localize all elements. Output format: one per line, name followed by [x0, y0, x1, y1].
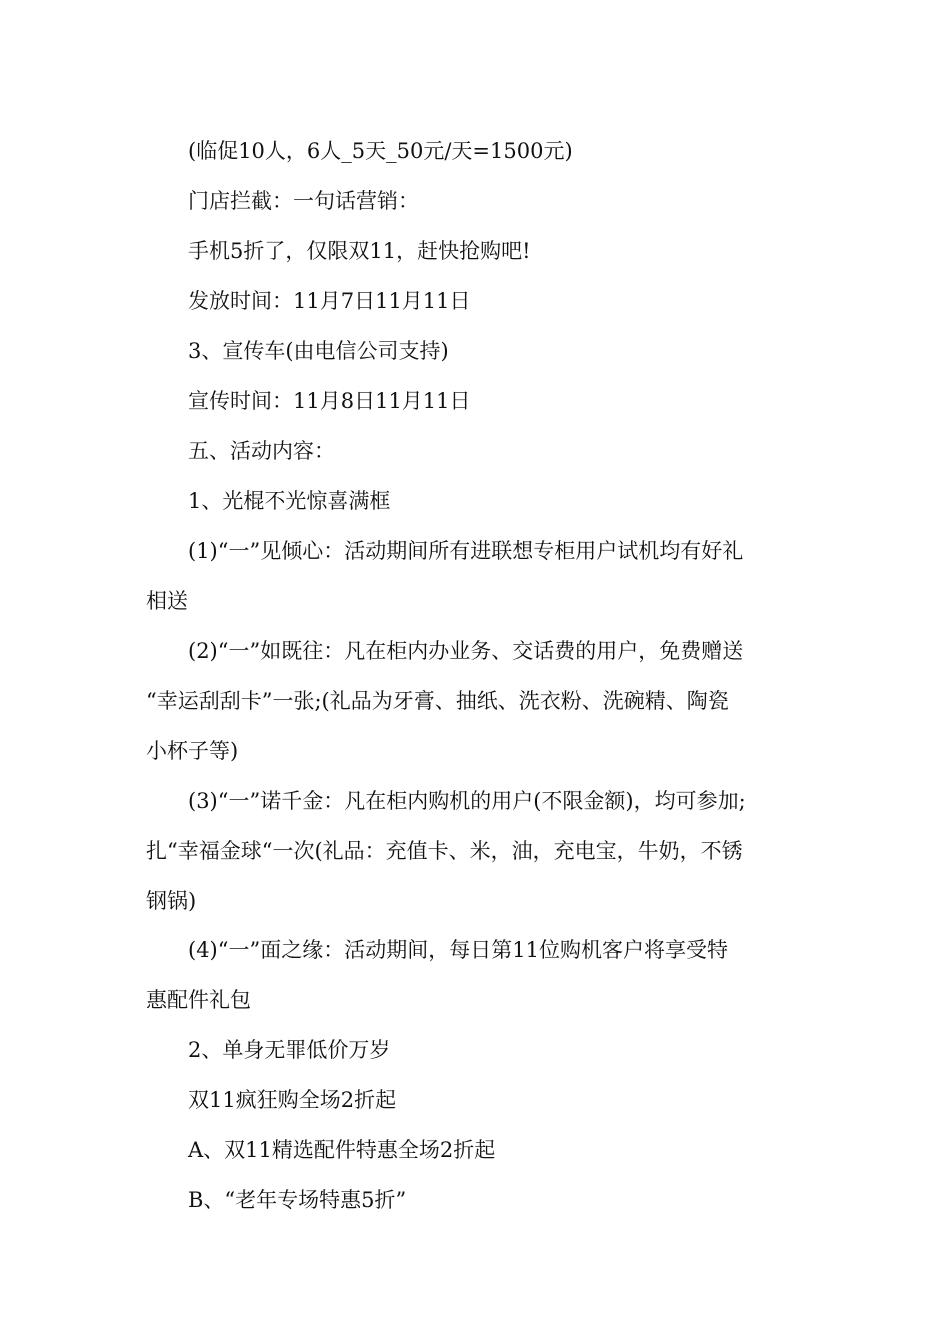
text-line: 发放时间：11月7日11月11日 [188, 289, 471, 313]
text-line: A、双11精选配件特惠全场2折起 [188, 1138, 496, 1162]
text-line: 扎“幸福金球“一次(礼品：充值卡、米，油，充电宝，牛奶，不锈 [146, 839, 743, 863]
text-line: B、“老年专场特惠5折” [188, 1188, 407, 1212]
text-line: (2)“一”如既往：凡在柜内办业务、交话费的用户，免费赠送 [188, 639, 744, 663]
text-line: 双11疯狂购全场2折起 [188, 1088, 397, 1112]
text-line: 钢锅) [146, 889, 197, 913]
section-heading: 五、活动内容： [188, 439, 335, 463]
text-line: 宣传时间：11月8日11月11日 [188, 389, 471, 413]
text-line: (4)“一”面之缘：活动期间，每日第11位购机客户将享受特 [188, 938, 728, 962]
text-line: (3)“一”诺千金：凡在柜内购机的用户(不限金额)，均可参加; [188, 789, 746, 813]
subsection-heading: 1、光棍不光惊喜满框 [188, 489, 391, 513]
text-line: 3、宣传车(由电信公司支持) [188, 339, 449, 363]
text-line: 小杯子等) [146, 739, 239, 763]
subsection-heading: 2、单身无罪低价万岁 [188, 1038, 391, 1062]
text-line: “幸运刮刮卡”一张;(礼品为牙膏、抽纸、洗衣粉、洗碗精、陶瓷 [146, 689, 729, 713]
text-line: (1)“一”见倾心：活动期间所有进联想专柜用户试机均有好礼 [188, 539, 744, 563]
text-line: 惠配件礼包 [146, 988, 251, 1012]
text-line: (临促10人，6人_5天_50元/天=1500元) [188, 139, 573, 163]
text-line: 手机5折了，仅限双11，赶快抢购吧! [188, 239, 531, 263]
text-line: 相送 [146, 589, 188, 613]
text-line: 门店拦截：一句话营销： [188, 189, 419, 213]
